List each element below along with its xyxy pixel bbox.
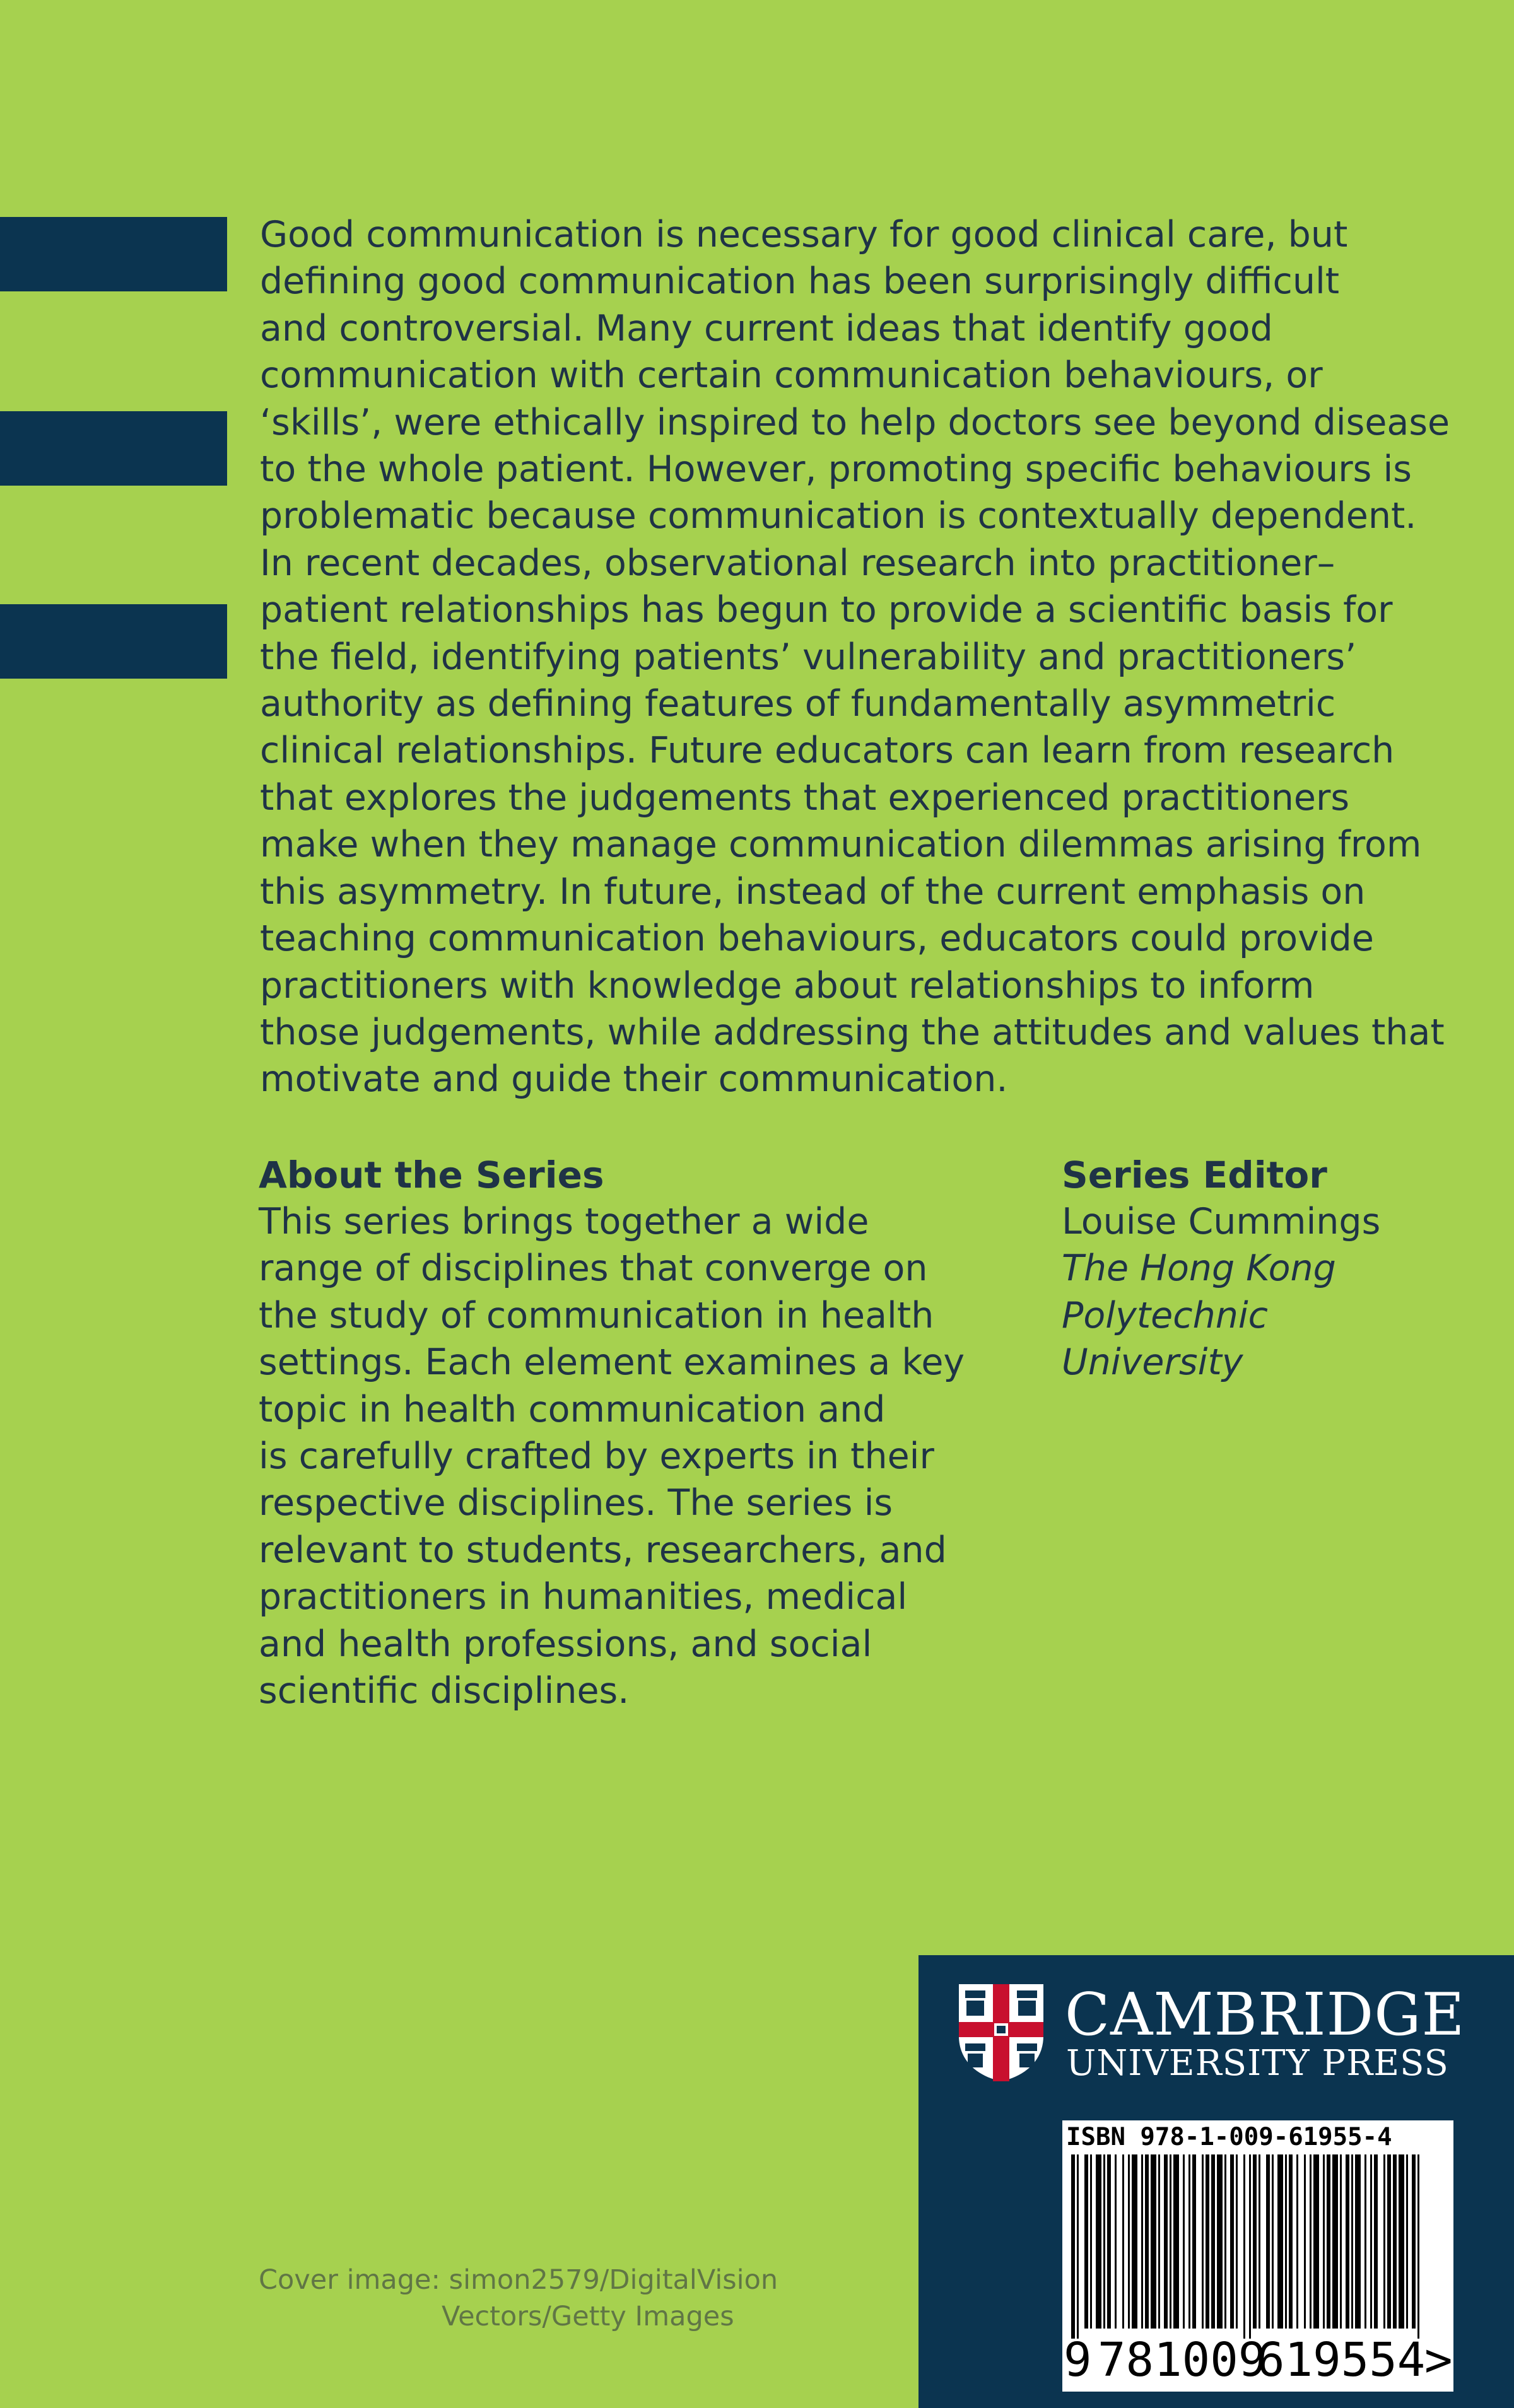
blurb-line: Good communication is necessary for good clinical care, but — [260, 214, 1348, 255]
about-series-heading: About the Series — [259, 1154, 604, 1196]
blurb-line: that explores the judgements that experienced practitioners — [260, 776, 1350, 819]
barcode-bar — [1323, 2154, 1325, 2329]
barcode-bar — [1346, 2154, 1349, 2329]
barcode-bar — [1370, 2154, 1372, 2329]
barcode-bar — [1224, 2154, 1226, 2329]
publisher-subtitle: UNIVERSITY PRESS — [1066, 2043, 1449, 2084]
blurb-line: motivate and guide their communication. — [260, 1058, 1008, 1101]
barcode-digit-first: 9 — [1064, 2333, 1092, 2387]
barcode-bar — [1285, 2154, 1287, 2329]
barcode-bar — [1364, 2154, 1366, 2329]
blurb-line: problematic because communication is contextually dependent. — [260, 495, 1417, 537]
series-editor-affiliation: The Hong Kong — [1062, 1248, 1336, 1290]
barcode-bar — [1243, 2154, 1245, 2339]
credit-line: Vectors/Getty Images — [442, 2301, 734, 2332]
barcode-bar — [1090, 2154, 1092, 2329]
barcode-bar — [1383, 2154, 1385, 2329]
barcode-bar — [1217, 2154, 1223, 2329]
blurb-line: teaching communication behaviours, educators could provide — [260, 918, 1374, 960]
series-editor-name: Louise Cummings — [1062, 1201, 1381, 1242]
barcode-bar — [1313, 2154, 1319, 2329]
blurb-line: ‘skills’, were ethically inspired to help doctors see beyond disease — [260, 401, 1450, 443]
about-series-section — [259, 1152, 1041, 1714]
barcode-bar — [1327, 2154, 1330, 2329]
about-line: is carefully crafted by experts in their — [259, 1435, 934, 1478]
barcode-bar — [1164, 2154, 1168, 2329]
barcode-bar — [1084, 2154, 1088, 2329]
book-blurb — [260, 211, 1450, 1103]
barcode-bar — [1128, 2154, 1130, 2329]
about-line: practitioners in humanities, medical — [259, 1576, 908, 1618]
blurb-line: In recent decades, observational research into practitioner– — [260, 542, 1335, 584]
barcode-bar — [1374, 2154, 1378, 2329]
about-line: and health professions, and social — [259, 1623, 872, 1665]
barcode-bar — [1192, 2154, 1196, 2329]
barcode-bar — [1202, 2154, 1204, 2329]
barcode-bar — [1355, 2154, 1361, 2329]
series-editor-affiliation: Polytechnic — [1062, 1294, 1268, 1336]
barcode-bar — [1236, 2154, 1238, 2329]
barcode-bar — [1412, 2154, 1416, 2329]
barcode-bar — [1230, 2154, 1234, 2329]
blurb-line: defining good communication has been surprisingly difficult — [260, 260, 1340, 303]
barcode-bar — [1211, 2154, 1215, 2329]
publisher-name: CAMBRIDGE — [1065, 1980, 1465, 2049]
barcode-bar — [1103, 2154, 1105, 2329]
barcode-bar — [1122, 2154, 1124, 2329]
about-series-text — [259, 1198, 1041, 1714]
barcode-bar — [1107, 2154, 1111, 2329]
barcode-bar — [1158, 2154, 1160, 2329]
barcode-bar — [1272, 2154, 1274, 2329]
barcode-bar — [1145, 2154, 1149, 2329]
blurb-line: clinical relationships. Future educators can learn from research — [260, 730, 1395, 772]
cambridge-crest-icon — [956, 1982, 1046, 2084]
barcode-arrow: > — [1424, 2333, 1453, 2387]
barcode-bar — [1387, 2154, 1391, 2329]
series-editor-heading: Series Editor — [1062, 1154, 1327, 1196]
barcode-bar — [1296, 2154, 1298, 2329]
barcode-digit-group-1: 781009 — [1098, 2333, 1267, 2387]
blurb-line: the field, identifying patients’ vulnerability and practitioners’ — [260, 636, 1357, 678]
blurb-line: communication with certain communication behaviours, or — [260, 354, 1323, 397]
barcode-bar — [1132, 2154, 1137, 2329]
barcode-bar — [1417, 2154, 1419, 2339]
series-editor-affiliation: University — [1062, 1341, 1243, 1384]
barcode-bar — [1304, 2154, 1306, 2329]
about-line: range of disciplines that converge on — [259, 1248, 928, 1290]
barcode-bar — [1096, 2154, 1101, 2329]
isbn-barcode — [1062, 2120, 1453, 2392]
barcode-bar — [1249, 2154, 1251, 2339]
isbn-label: ISBN 978-1-009-61955-4 — [1066, 2123, 1392, 2151]
barcode-bar — [1393, 2154, 1397, 2329]
decorative-bar-bottom — [0, 604, 227, 679]
barcode-bar — [1188, 2154, 1190, 2329]
barcode-bar — [1259, 2154, 1260, 2329]
barcode-bar — [1399, 2154, 1404, 2329]
barcode-bar — [1406, 2154, 1408, 2329]
barcode-bar — [1332, 2154, 1338, 2329]
about-line: topic in health communication and — [259, 1388, 886, 1430]
barcode-bar — [1310, 2154, 1312, 2329]
barcode-bar — [1170, 2154, 1171, 2329]
blurb-line: this asymmetry. In future, instead of the current emphasis on — [260, 870, 1366, 913]
blurb-line: practitioners with knowledge about relationships to inform — [260, 964, 1315, 1007]
barcode-bar — [1206, 2154, 1209, 2329]
about-line: relevant to students, researchers, and — [259, 1529, 947, 1571]
about-line: settings. Each element examines a key — [259, 1341, 965, 1384]
decorative-bar-top — [0, 217, 227, 291]
credit-line: Cover image: simon2579/DigitalVision — [259, 2264, 778, 2296]
barcode-bar — [1266, 2154, 1270, 2329]
about-line: the study of communication in health — [259, 1294, 934, 1336]
barcode-bar — [1151, 2154, 1156, 2329]
blurb-line: those judgements, while addressing the attitudes and values that — [260, 1011, 1445, 1053]
about-line: respective disciplines. The series is — [259, 1482, 893, 1524]
cover-image-credit — [259, 2262, 826, 2335]
decorative-bar-middle — [0, 411, 227, 486]
barcode-bar — [1115, 2154, 1117, 2329]
about-line: scientific disciplines. — [259, 1670, 630, 1712]
barcode-bar — [1351, 2154, 1353, 2329]
barcode-bar — [1173, 2154, 1179, 2329]
barcode-bar — [1253, 2154, 1257, 2329]
blurb-line: make when they manage communication dilemmas arising from — [260, 824, 1422, 866]
blurb-line: patient relationships has begun to provide a scientific basis for — [260, 589, 1393, 631]
blurb-line: authority as defining features of fundamentally asymmetric — [260, 683, 1336, 725]
barcode-bar — [1071, 2154, 1075, 2339]
barcode-bars — [1071, 2154, 1424, 2339]
barcode-bar — [1289, 2154, 1293, 2329]
barcode-bar — [1077, 2154, 1079, 2339]
barcode-digit-group-2: 619554 — [1257, 2333, 1426, 2387]
blurb-line: to the whole patient. However, promoting specific behaviours is — [260, 448, 1412, 491]
blurb-line: and controversial. Many current ideas that identify good — [260, 307, 1273, 349]
barcode-bar — [1340, 2154, 1342, 2329]
publisher-panel — [918, 1955, 1514, 2408]
barcode-bar — [1277, 2154, 1283, 2329]
series-editor-section — [1062, 1152, 1453, 1386]
barcode-bar — [1141, 2154, 1143, 2329]
barcode-bar — [1183, 2154, 1185, 2329]
about-line: This series brings together a wide — [259, 1201, 869, 1242]
